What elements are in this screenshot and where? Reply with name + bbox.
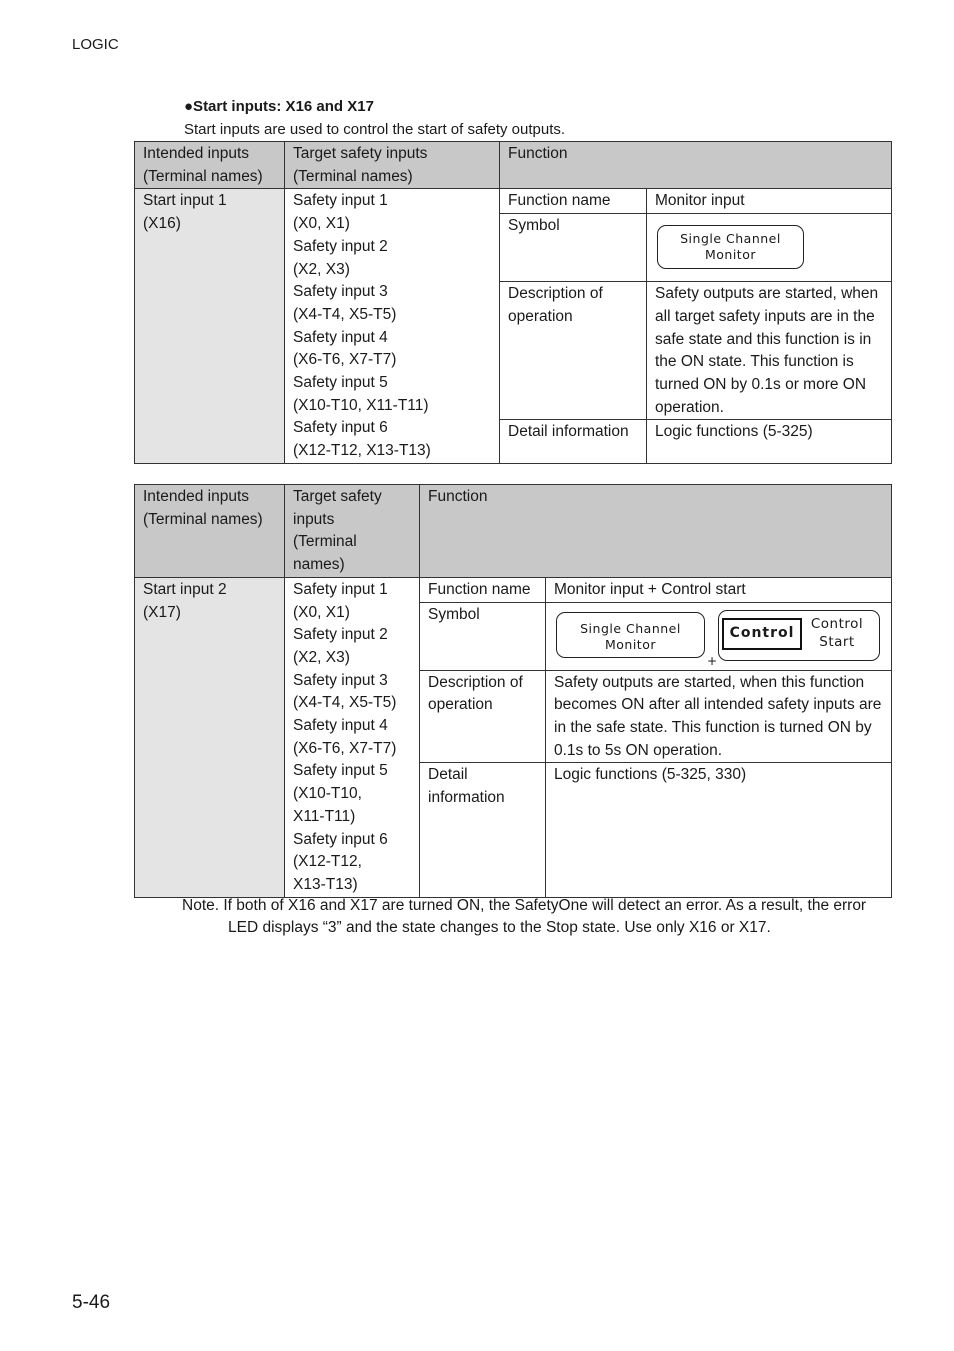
single-channel-monitor-symbol: Single Channel Monitor: [556, 612, 705, 658]
col-header-target: Target safety inputs (Terminal names): [285, 485, 420, 578]
symbol-label: Symbol: [420, 602, 546, 670]
target-inputs-cell: Safety input 1 (X0, X1) Safety input 2 (X2, X3) Safety input 3 (X4-T4, X5-T5) Safety input 4 (X6-T6, X7-T7) Safety input 5 (X10-T10, X11-T11) Safety input 6 (X12-T12, X13-T13): [285, 577, 420, 898]
col-header-intended: Intended inputs (Terminal names): [135, 142, 285, 189]
control-start-line1: Control: [810, 615, 864, 632]
start-input-2-table: [134, 484, 892, 898]
detail-label: Detail information: [500, 420, 647, 464]
running-header: LOGIC: [72, 36, 119, 53]
symbol-label: Symbol: [500, 214, 647, 282]
function-name-value: Monitor input: [647, 189, 892, 214]
function-name-value: Monitor input + Control start: [546, 577, 892, 602]
start-input-1-table: [134, 141, 892, 464]
detail-label: Detail information: [420, 763, 546, 898]
col-header-intended: Intended inputs (Terminal names): [135, 485, 285, 578]
single-channel-monitor-symbol: Single Channel Monitor: [657, 225, 804, 269]
note-line-1: Note. If both of X16 and X17 are turned ON, the SafetyOne will detect an error. As a result, the error: [182, 897, 867, 914]
control-start-line2: Start: [819, 633, 855, 650]
note-line-2: LED displays “3” and the state changes to the Stop state. Use only X16 or X17.: [228, 919, 771, 936]
symbol-cell: [647, 214, 892, 282]
description-value: Safety outputs are started, when all target safety inputs are in the safe state and this function is in the ON state. This function is turned ON by 0.1s or more ON operation.: [647, 282, 892, 420]
description-label: Description of operation: [420, 670, 546, 763]
col-header-target: Target safety inputs (Terminal names): [285, 142, 500, 189]
intended-input-cell: Start input 1 (X16): [135, 189, 285, 464]
section-description: Start inputs are used to control the start of safety outputs.: [184, 121, 566, 138]
detail-value: Logic functions (5-325, 330): [546, 763, 892, 898]
detail-value: Logic functions (5-325): [647, 420, 892, 464]
col-header-function: Function: [500, 142, 892, 189]
symbol-cell: [546, 602, 892, 670]
section-title: ●Start inputs: X16 and X17: [184, 98, 374, 115]
plus-sign: +: [707, 653, 718, 668]
function-name-label: Function name: [500, 189, 647, 214]
description-value: Safety outputs are started, when this function becomes ON after all intended safety inputs are in the safe state. This function is turned ON by 0.1s to 5s ON operation.: [546, 670, 892, 763]
control-start-symbol: [718, 610, 880, 661]
control-label-box: Control: [722, 618, 802, 650]
page-number: 5-46: [72, 1292, 111, 1313]
description-label: Description of operation: [500, 282, 647, 420]
intended-input-cell: Start input 2 (X17): [135, 577, 285, 898]
function-name-label: Function name: [420, 577, 546, 602]
target-inputs-cell: Safety input 1 (X0, X1) Safety input 2 (X2, X3) Safety input 3 (X4-T4, X5-T5) Safety input 4 (X6-T6, X7-T7) Safety input 5 (X10-T10, X11-T11) Safety input 6 (X12-T12, X13-T13): [285, 189, 500, 464]
col-header-function: Function: [420, 485, 892, 578]
